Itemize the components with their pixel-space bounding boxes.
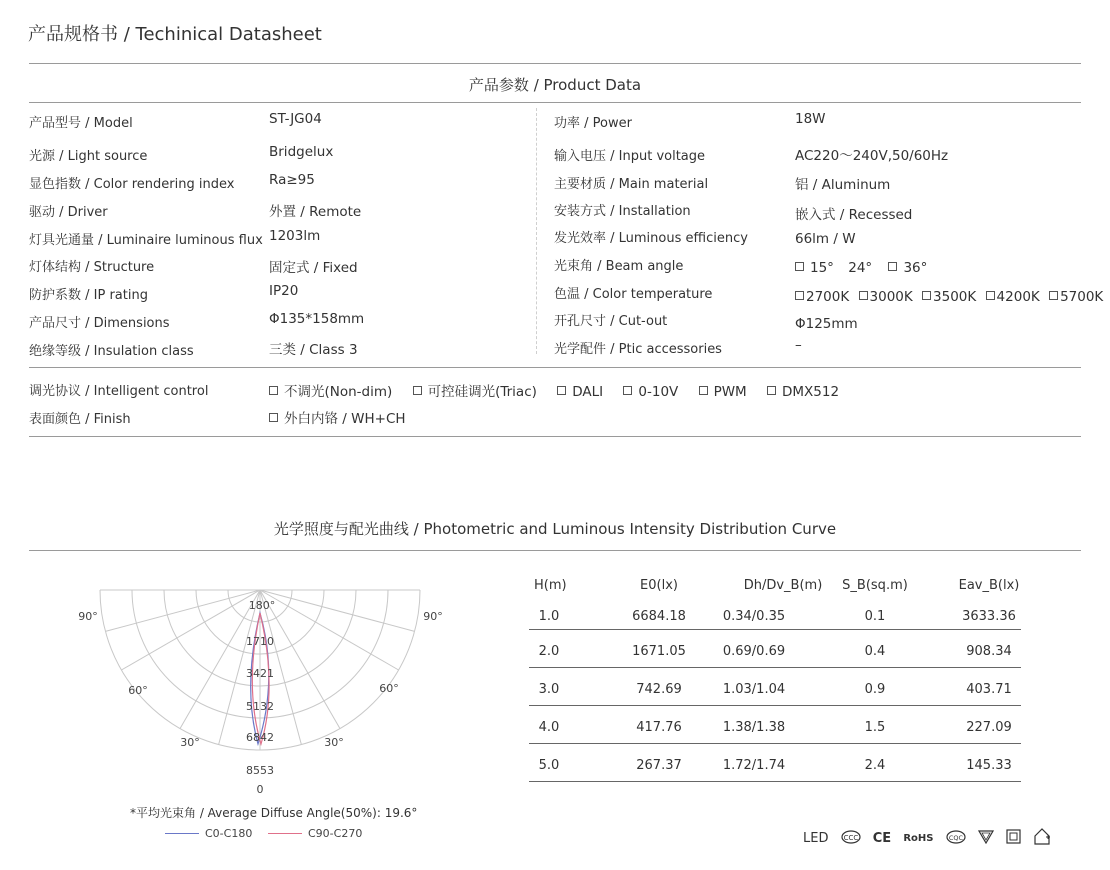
checkbox-cct-2700[interactable] [795,291,804,300]
ccc-icon [841,830,861,848]
cqc-icon [946,830,966,848]
table-cell: 4.0 [538,720,560,735]
spec-value-flux: 1203lm [269,228,321,244]
spec-value-material: 铝 / Aluminum [795,177,891,193]
angle-label-60-left: 60° [128,684,148,697]
angle-label-180: 180° [248,599,276,612]
spec-label-beam-angle: 光束角 / Beam angle [554,259,684,274]
spec-value-voltage: AC220～240V,50/60Hz [795,148,949,164]
radial-label-5132: 5132 [246,700,274,713]
checkbox-non-dim[interactable] [269,386,278,395]
checkbox-cct-3000[interactable] [859,291,868,300]
table-row [529,603,1021,630]
spec-value-structure: 固定式 / Fixed [269,260,358,276]
radial-label-1710: 1710 [246,635,274,648]
spec-label-cct: 色温 / Color temperature [554,287,713,302]
checkbox-dali[interactable] [557,386,566,395]
diffuse-angle-note: *平均光束角 / Average Diffuse Angle(50%): 19.6° [130,806,418,820]
certification-logos [803,828,1059,849]
divider [29,367,1081,368]
table-header-h: H(m) [534,578,567,593]
spec-label-ip: 防护系数 / IP rating [29,288,148,303]
beam-angle-options: 15° 24° 36° [795,260,927,276]
divider [29,63,1081,64]
spec-label-light-source: 光源 / Light source [29,149,148,164]
table-row [529,630,1021,668]
table-cell: 227.09 [966,720,1012,735]
table-cell: 0.1 [864,609,886,624]
table-cell: 0.34/0.35 [722,609,786,624]
table-cell: 0.4 [864,644,886,659]
legend-label-c0-c180: C0-C180 [205,827,253,840]
spec-value-power: 18W [795,111,826,127]
spec-label-material: 主要材质 / Main material [554,177,709,192]
table-cell: 403.71 [966,682,1012,697]
legend-swatch-c0-c180 [165,833,199,834]
table-cell: 1.38/1.38 [722,720,786,735]
table-header-dh-dv: Dh/Dv_B(m) [743,578,823,593]
spec-label-driver: 驱动 / Driver [29,205,108,220]
photometric-table [529,578,1021,782]
spec-label-flux: 灯具光通量 / Luminaire luminous flux [29,233,263,248]
svg-text:CQC: CQC [948,833,963,842]
radial-label-8553: 8553 [246,764,274,777]
table-cell: 0.69/0.69 [722,644,786,659]
table-cell: 267.37 [636,758,682,773]
control-options: 不调光(Non-dim) 可控硅调光(Triac) DALI 0-10V PWM DMX512 [269,380,839,400]
table-cell: 3633.36 [962,609,1016,624]
angle-label-0: 0 [256,783,264,796]
rohs-icon: RoHS [903,833,934,844]
spec-label-structure: 灯体结构 / Structure [29,260,155,275]
column-divider [536,108,537,354]
table-cell: 1.0 [538,609,560,624]
spec-value-cri: Ra≥95 [269,172,315,188]
radial-label-6842: 6842 [246,731,274,744]
table-cell: 417.76 [636,720,682,735]
checkbox-cct-3500[interactable] [922,291,931,300]
spec-label-cutout: 开孔尺寸 / Cut-out [554,314,668,329]
angle-label-30-left: 30° [180,736,200,749]
product-data-heading: 产品参数 / Product Data [468,76,642,94]
table-cell: 145.33 [966,758,1012,773]
spec-value-efficiency: 66lm / W [795,231,856,247]
table-cell: 2.0 [538,644,560,659]
finish-label: 表面颜色 / Finish [29,412,131,427]
spec-value-model: ST-JG04 [269,111,322,127]
table-cell: 1.72/1.74 [722,758,786,773]
table-cell: 908.34 [966,644,1012,659]
checkbox-0-10v[interactable] [623,386,632,395]
checkbox-beam-36[interactable] [888,262,897,271]
photometric-heading: 光学照度与配光曲线 / Photometric and Luminous Intensity Distribution Curve [273,520,837,538]
spec-label-installation: 安装方式 / Installation [554,204,691,219]
table-cell: 2.4 [864,758,886,773]
angle-label-60-right: 60° [379,682,399,695]
spec-label-insulation: 绝缘等级 / Insulation class [29,344,194,359]
spec-value-ip: IP20 [269,283,299,299]
beam-option-24: 24° [848,260,873,276]
table-cell: 742.69 [636,682,682,697]
table-cell: 1671.05 [632,644,686,659]
triangle-icon [978,830,994,848]
divider [29,550,1081,551]
finish-options: 外白内铬 / WH+CH [269,407,406,427]
angle-label-90-left: 90° [78,610,98,623]
checkbox-cct-4200[interactable] [986,291,995,300]
spec-label-power: 功率 / Power [554,116,632,131]
divider [29,102,1081,103]
checkbox-pwm[interactable] [699,386,708,395]
spec-value-light-source: Bridgelux [269,144,334,160]
spec-label-accessories: 光学配件 / Ptic accessories [554,342,722,357]
table-cell: 3.0 [538,682,560,697]
polar-intensity-diagram [60,560,460,800]
led-mark: LED [803,831,829,846]
checkbox-cct-5700[interactable] [1049,291,1058,300]
spec-value-insulation: 三类 / Class 3 [269,342,358,358]
table-row [529,744,1021,782]
control-label: 调光协议 / Intelligent control [29,384,209,399]
cct-options: 2700K 3000K 3500K 4200K 5700K [795,289,1103,305]
table-header-row [529,578,1021,603]
spec-label-voltage: 输入电压 / Input voltage [554,149,706,164]
spec-value-installation: 嵌入式 / Recessed [795,207,913,223]
house-icon [1033,828,1051,849]
spec-label-efficiency: 发光效率 / Luminous efficiency [554,231,748,246]
angle-label-90-right: 90° [423,610,443,623]
spec-label-dimensions: 产品尺寸 / Dimensions [29,316,170,331]
legend-swatch-c90-c270 [268,833,302,834]
table-cell: 1.03/1.04 [722,682,786,697]
legend-label-c90-c270: C90-C270 [308,827,363,840]
angle-label-30-right: 30° [324,736,344,749]
spec-value-cutout: Φ125mm [795,316,858,332]
spec-label-cri: 显色指数 / Color rendering index [29,177,235,192]
table-cell: 6684.18 [632,609,686,624]
table-row [529,706,1021,744]
table-row [529,668,1021,706]
double-square-icon [1006,829,1021,848]
spec-value-dimensions: Φ135*158mm [269,311,365,327]
table-header-e0: E0(lx) [640,578,678,593]
table-cell: 1.5 [864,720,886,735]
spec-value-driver: 外置 / Remote [269,204,362,220]
spec-label-model: 产品型号 / Model [29,116,133,131]
table-header-eav: Eav_B(lx) [958,578,1020,593]
checkbox-beam-15[interactable] [795,262,804,271]
ce-icon: CE [872,831,892,846]
checkbox-finish-wh-ch[interactable] [269,413,278,422]
table-header-s: S_B(sq.m) [842,578,908,593]
page-title: 产品规格书 / Techinical Datasheet [28,24,322,45]
radial-label-3421: 3421 [246,667,274,680]
table-cell: 0.9 [864,682,886,697]
checkbox-triac[interactable] [413,386,422,395]
divider [29,436,1081,437]
spec-value-accessories: – [795,337,802,353]
checkbox-dmx512[interactable] [767,386,776,395]
svg-text:CCC: CCC [843,833,858,842]
table-cell: 5.0 [538,758,560,773]
